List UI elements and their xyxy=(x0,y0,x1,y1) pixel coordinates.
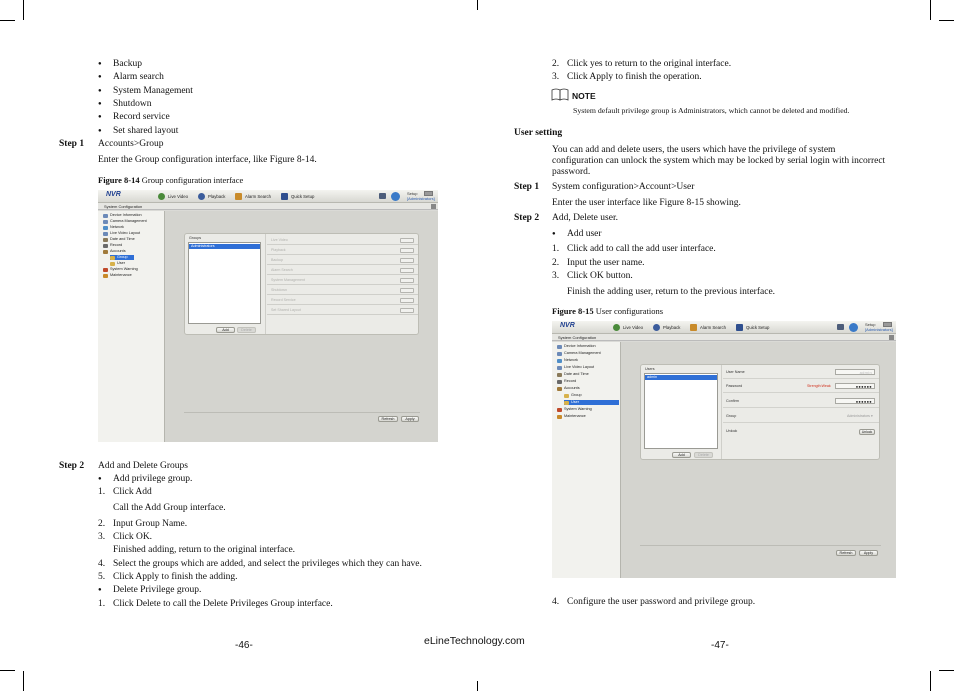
window-title: System Configuration xyxy=(98,203,438,210)
step-text: Accounts>Group xyxy=(98,139,164,149)
confirm-field[interactable]: ●●●●●● xyxy=(835,398,875,404)
config-tree xyxy=(98,211,165,442)
groups-label: Groups xyxy=(189,236,202,240)
section-heading: User setting xyxy=(514,128,563,138)
step-text: Add, Delete user. xyxy=(552,213,618,223)
step-number: 2. xyxy=(98,519,106,529)
step-item: Call the Add Group interface. xyxy=(113,503,226,513)
groups-selected-item[interactable]: Administrators xyxy=(189,244,260,249)
crop-mark xyxy=(477,681,478,691)
crop-mark xyxy=(930,671,931,691)
crop-mark xyxy=(0,670,15,671)
nvr-logo: NVR xyxy=(560,322,575,329)
privilege-row[interactable]: Backup xyxy=(267,256,418,265)
intro-line: configuration can unlock the system which may be locked by serial login with incorrect xyxy=(552,156,886,166)
figure-caption: Figure 8-15 User configurations xyxy=(552,306,664,316)
tree-item[interactable]: Record xyxy=(103,243,122,248)
bullet-item: ● Add user xyxy=(567,229,602,240)
current-user: Setup [Administrators] xyxy=(865,322,893,332)
step-text: System configuration>Account>User xyxy=(552,182,695,192)
privilege-row[interactable]: System Management xyxy=(267,276,418,285)
tree-item-user[interactable]: User xyxy=(564,400,619,405)
password-row xyxy=(723,381,879,393)
nav-quick-setup[interactable]: Quick Setup xyxy=(736,323,769,332)
confirm-label: Confirm xyxy=(726,399,739,403)
tree-item[interactable]: Date and Time xyxy=(557,372,589,377)
nvr-top-bar xyxy=(552,321,896,334)
step-number: 2. xyxy=(552,59,560,69)
crop-mark xyxy=(23,671,24,691)
alarm-search-icon xyxy=(235,193,242,200)
quick-setup-icon xyxy=(736,324,743,331)
step-label: Step 2 xyxy=(59,461,85,471)
bullet-item: ● Set shared layout xyxy=(113,126,178,137)
tree-item[interactable]: Device Information xyxy=(103,213,142,218)
bullet-item: ● Alarm search xyxy=(113,72,164,83)
bullet-item: ● Delete Privilege group. xyxy=(113,585,201,596)
step-item: Click Apply to finish the operation. xyxy=(567,72,702,82)
step-item: Click OK. xyxy=(113,532,153,542)
settings-icon[interactable] xyxy=(391,192,400,201)
users-list[interactable] xyxy=(644,373,718,449)
playback-icon xyxy=(653,324,660,331)
chevron-down-icon: ▾ xyxy=(870,414,873,418)
step-label: Step 1 xyxy=(514,182,540,192)
step-label: Step 2 xyxy=(514,213,540,223)
figure-caption: Figure 8-14 Group configuration interface xyxy=(98,175,244,185)
close-icon[interactable] xyxy=(431,204,436,209)
note-text: System default privilege group is Administrators, which cannot be deleted and modified. xyxy=(573,106,850,115)
bullet-item: ● Shutdown xyxy=(113,99,152,110)
page-number: -46- xyxy=(235,640,253,651)
footer-site: eLineTechnology.com xyxy=(424,635,525,647)
step-item: Click Add xyxy=(113,487,152,497)
user-name-row xyxy=(723,367,879,379)
tree-item[interactable]: Record xyxy=(557,379,576,384)
figure-group-config-screenshot xyxy=(98,190,438,442)
step-number: 3. xyxy=(552,271,560,281)
divider xyxy=(184,412,420,413)
step-number: 1. xyxy=(98,599,106,609)
step-detail: Enter the user interface like Figure 8-15 showing. xyxy=(552,198,741,208)
nvr-logo: NVR xyxy=(106,191,121,198)
crop-mark xyxy=(23,0,24,20)
live-video-icon xyxy=(158,193,165,200)
step-item: Configure the user password and privilege group. xyxy=(567,597,756,607)
groups-panel xyxy=(184,233,419,335)
step-number: 1. xyxy=(552,244,560,254)
step-item: Select the groups which are added, and select the privileges which they can have. xyxy=(113,559,422,569)
nav-live-video[interactable]: Live Video xyxy=(158,192,188,201)
minimize-icon[interactable] xyxy=(424,191,433,196)
privilege-row[interactable]: Record Service xyxy=(267,296,418,305)
intro-line: You can add and delete users, the users which have the privilege of system xyxy=(552,145,836,155)
live-video-icon xyxy=(613,324,620,331)
page-number: -47- xyxy=(711,640,729,651)
tree-item[interactable]: Camera Management xyxy=(103,219,147,224)
bullet-item: ● Backup xyxy=(113,59,142,70)
tree-item[interactable]: Maintenance xyxy=(557,414,586,419)
nav-playback[interactable]: Playback xyxy=(198,192,225,201)
bullet-item: ● System Management xyxy=(113,86,193,97)
tree-item[interactable]: Maintenance xyxy=(103,273,132,278)
nav-quick-setup[interactable]: Quick Setup xyxy=(281,192,314,201)
step-item: Click yes to return to the original interface. xyxy=(567,59,732,69)
step-number: 2. xyxy=(552,258,560,268)
users-panel xyxy=(640,364,880,460)
book-icon xyxy=(551,88,569,101)
step-detail: Enter the Group configuration interface, like Figure 8-14. xyxy=(98,155,317,165)
tree-item-group[interactable]: Group xyxy=(564,393,582,398)
close-icon[interactable] xyxy=(889,335,894,340)
divider xyxy=(640,545,881,546)
alarm-search-icon xyxy=(690,324,697,331)
tree-item[interactable]: Camera Management xyxy=(557,351,601,356)
tree-item[interactable]: Accounts xyxy=(103,249,126,254)
user-name-field[interactable]: admin xyxy=(835,369,875,375)
step-label: Step 1 xyxy=(59,139,85,149)
crop-mark xyxy=(939,20,954,21)
unlock-button[interactable]: Unlock xyxy=(859,429,875,435)
privilege-row[interactable]: Set Shared Layout xyxy=(267,306,418,315)
playback-icon xyxy=(198,193,205,200)
settings-icon[interactable] xyxy=(849,323,858,332)
unlock-label: Unlock xyxy=(726,429,738,433)
groups-list[interactable] xyxy=(188,242,261,324)
tree-item[interactable]: Live Video Layout xyxy=(557,365,594,370)
window-title: System Configuration xyxy=(552,334,896,341)
step-item: Finish the adding user, return to the previous interface. xyxy=(567,287,776,297)
tree-item[interactable]: Date and Time xyxy=(103,237,135,242)
crop-mark xyxy=(477,0,478,10)
privilege-row[interactable]: Live Video xyxy=(267,236,418,245)
tree-item[interactable]: Device Information xyxy=(557,344,596,349)
bullet-item: ● Add privilege group. xyxy=(113,474,192,485)
step-number: 3. xyxy=(552,72,560,82)
tree-item-group[interactable]: Group xyxy=(110,255,134,260)
step-item: Finished adding, return to the original interface. xyxy=(113,545,296,555)
password-strength: Strength:Weak xyxy=(807,384,831,388)
step-number: 3. xyxy=(98,532,106,542)
confirm-row xyxy=(723,396,879,408)
add-button[interactable]: Add xyxy=(216,327,235,333)
apply-button[interactable]: Apply xyxy=(859,550,878,556)
step-item: Click add to call the add user interface. xyxy=(567,244,716,254)
monitor-icon[interactable] xyxy=(837,324,844,330)
step-number: 4. xyxy=(552,597,560,607)
unlock-row xyxy=(723,426,879,438)
tree-item[interactable]: Network xyxy=(103,225,124,230)
users-selected-item[interactable]: admin xyxy=(645,375,717,380)
tree-item[interactable]: Live Video Layout xyxy=(103,231,140,236)
step-number: 1. xyxy=(98,487,106,497)
apply-button[interactable]: Apply xyxy=(401,416,419,422)
crop-mark xyxy=(939,670,954,671)
step-number: 5. xyxy=(98,572,106,582)
nav-alarm-search[interactable]: Alarm Search xyxy=(690,323,726,332)
config-main xyxy=(621,342,896,578)
refresh-button[interactable]: Refresh xyxy=(378,416,398,422)
crop-mark xyxy=(930,0,931,20)
add-button[interactable]: Add xyxy=(672,452,691,458)
crop-mark xyxy=(0,20,15,21)
monitor-icon[interactable] xyxy=(379,193,386,199)
refresh-button[interactable]: Refresh xyxy=(836,550,856,556)
step-number: 4. xyxy=(98,559,106,569)
privilege-row[interactable]: Playback xyxy=(267,246,418,255)
nav-playback[interactable]: Playback xyxy=(653,323,680,332)
tree-item[interactable]: Accounts xyxy=(557,386,580,391)
intro-line: password. xyxy=(552,167,591,177)
nav-alarm-search[interactable]: Alarm Search xyxy=(235,192,271,201)
quick-setup-icon xyxy=(281,193,288,200)
password-label: Password xyxy=(726,384,743,388)
minimize-icon[interactable] xyxy=(883,322,892,327)
step-item: Click OK button. xyxy=(567,271,633,281)
tree-item[interactable]: Network xyxy=(557,358,578,363)
step-item: Click Apply to finish the adding. xyxy=(113,572,238,582)
bullet-item: ● Record service xyxy=(113,112,170,123)
privilege-row[interactable]: Shutdown xyxy=(267,286,418,295)
step-item: Input Group Name. xyxy=(113,519,188,529)
step-item: Click Delete to call the Delete Privileges Group interface. xyxy=(113,599,333,609)
step-item: Input the user name. xyxy=(567,258,645,268)
config-main xyxy=(165,211,438,442)
delete-button[interactable]: Delete xyxy=(694,452,713,458)
step-text: Add and Delete Groups xyxy=(98,461,188,471)
group-label: Group xyxy=(726,414,737,418)
nav-live-video[interactable]: Live Video xyxy=(613,323,643,332)
group-select[interactable]: Administrators ▾ xyxy=(847,414,873,418)
tree-item[interactable]: System Warning xyxy=(103,267,138,272)
privilege-row[interactable]: Alarm Search xyxy=(267,266,418,275)
config-tree xyxy=(552,342,621,578)
delete-button[interactable]: Delete xyxy=(237,327,256,333)
nvr-top-bar xyxy=(98,190,438,203)
users-label: Users xyxy=(645,367,655,371)
current-user: Setup [Administrators] xyxy=(407,191,435,201)
user-name-label: User Name xyxy=(726,370,745,374)
tree-item[interactable]: System Warning xyxy=(557,407,592,412)
note-label: NOTE xyxy=(572,91,596,101)
tree-item-user[interactable]: User xyxy=(110,261,125,266)
figure-user-config-screenshot xyxy=(552,321,896,578)
group-row xyxy=(723,411,879,423)
password-field[interactable]: ●●●●●● xyxy=(835,383,875,389)
